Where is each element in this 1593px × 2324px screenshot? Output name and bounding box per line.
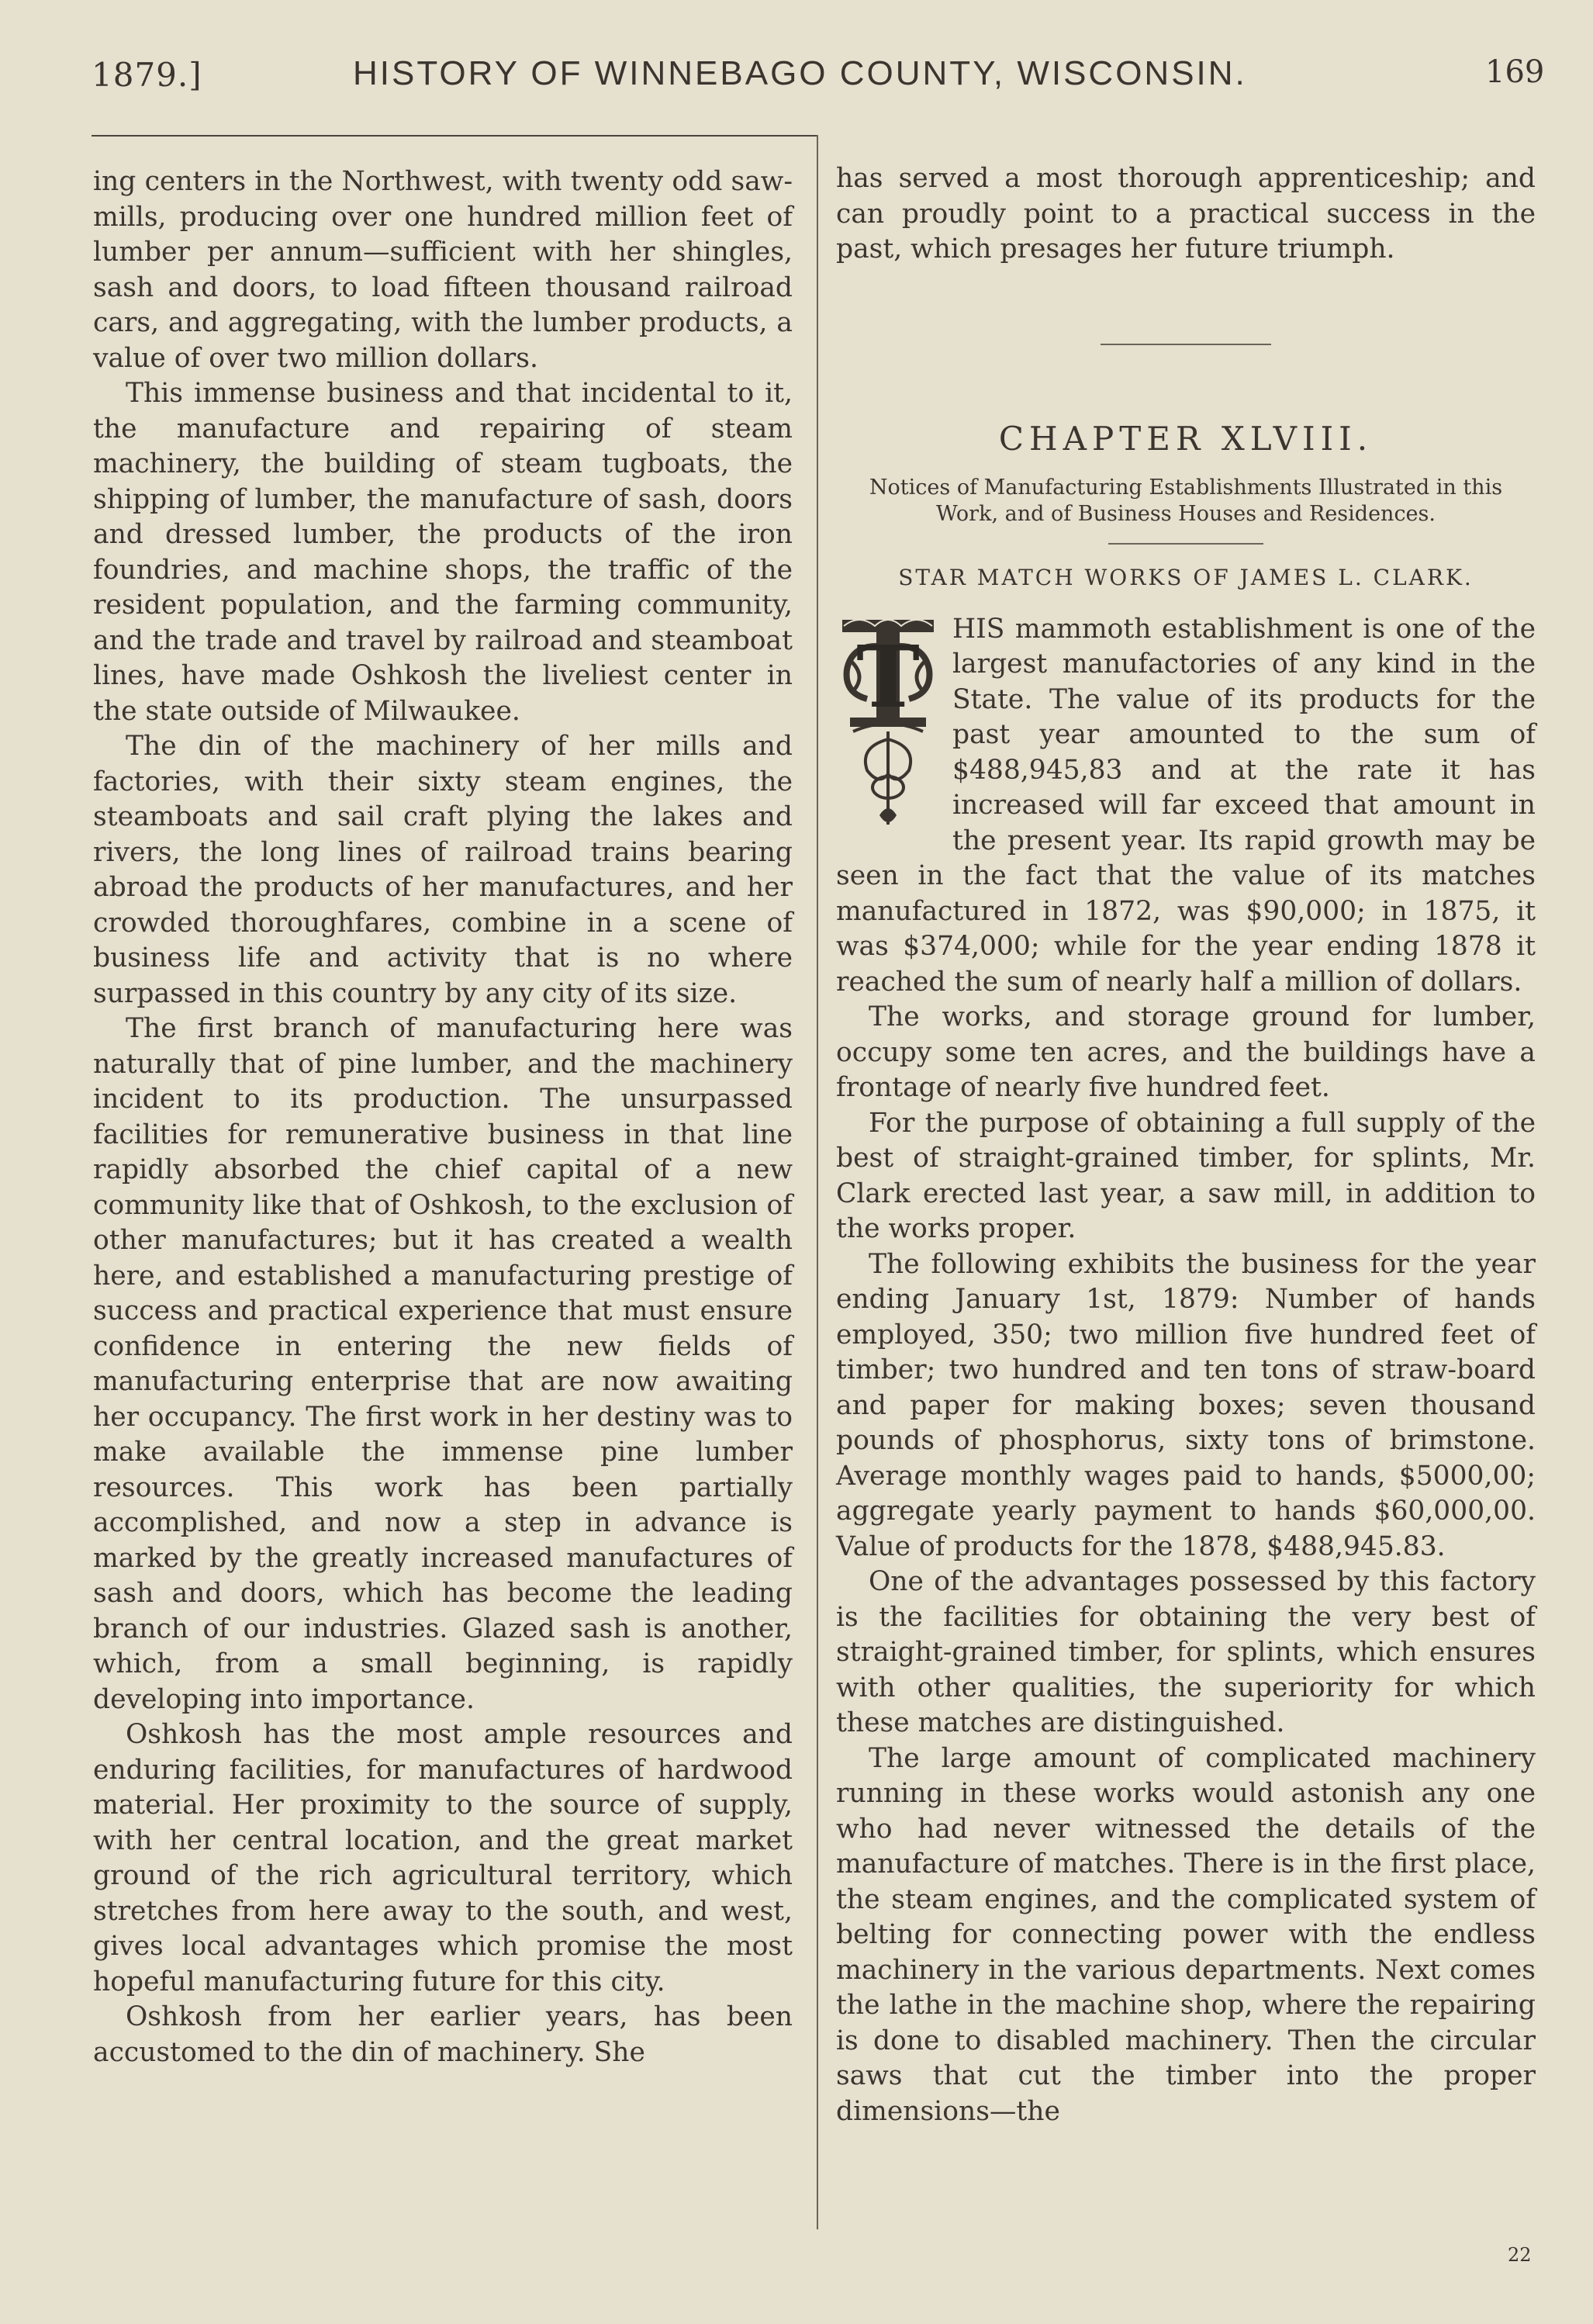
header-title: HISTORY OF WINNEBAGO COUNTY, WISCONSIN. — [353, 54, 1247, 92]
page-number: 169 — [1485, 54, 1545, 90]
left-column — [93, 164, 793, 2070]
header-rule — [92, 135, 817, 137]
right-paragraph-5: The large amount of complicated machinery running in these works would astonish any one who had never witnessed the details of the manufacture of matches. There is in the first place, the steam engines, and the complicated system of belting for connecting power with the endless machinery in the various departments. Next comes the lathe in the machine shop, where the repairing is done to disabled machinery. Then the circular saws that cut the timber into the proper dimensions—the — [836, 1742, 1536, 2127]
left-paragraph-4: The first branch of manufacturing here was naturally that of pine lumber, and the machinery incident to its production. The unsurpassed facilities for remunerative business in that line rapidly absorbed the chief capital of a new community like that of Oshkosh, to the exclusion of other manufactures; but it has created a wealth here, and established a manufacturing prestige of success and practical experience that must ensure confidence in entering the new fields of manufacturing enterprise that are now awaiting her occupancy. The first work in her destiny was to make available the immense pine lumber resources. This work has been partially accomplished, and now a step in advance is marked by the greatly increased manufactures of sash and doors, which has become the leading branch of our industries. Glazed sash is another, which, from a small beginning, is rapidly developing into importance. — [93, 1013, 793, 1715]
chapter-subtitle-line-2: Work, and of Business Houses and Residences. — [936, 501, 1436, 526]
subtitle-divider — [1108, 543, 1263, 545]
section-title: STAR MATCH WORKS OF JAMES L. CLARK. — [898, 564, 1474, 590]
right-paragraph-3: The following exhibits the business for the year ending January 1st, 1879: Number of hands employed, 350; two million five hundred feet of timber; two hundred and ten tons of straw-board and paper for making boxes; seven thousand pounds of phosphorus, sixty tons of brimstone. Average monthly wages paid to hands, $5000,00; aggregate yearly payment to hands $60,000,00. Value of products for the 1878, $488,945.83. — [836, 1248, 1536, 1562]
left-paragraph-6: Oshkosh from her earlier years, has been accustomed to the din of machinery. She — [93, 2001, 793, 2068]
left-paragraph-1: ing centers in the Northwest, with twenty odd saw-mills, producing over one hundred million feet of lumber per annum—sufficient with her shingles, sash and doors, to load fifteen thousand railroad cars, and aggregating, with the lumber products, a value of over two million dollars. — [93, 166, 793, 374]
column-divider — [817, 135, 818, 2229]
right-paragraph-2: For the purpose of obtaining a full supply of the best of straight-grained timber, for splints, Mr. Clark erected last year, a saw mill, in addition to the works proper. — [836, 1107, 1536, 1244]
left-paragraph-3: The din of the machinery of her mills and factories, with their sixty steam engines, the steamboats and sail craft plying the lakes and rivers, the long lines of railroad trains bearing abroad the products of her manufactures, and her crowded thoroughfares, combine in a scene of business life and activity that is no where surpassed in this country by any city of its size. — [93, 731, 793, 1009]
header-year: 1879.] — [92, 56, 202, 94]
signature-mark: 22 — [1508, 2244, 1532, 2266]
ornamental-drop-cap — [836, 615, 940, 839]
right-paragraph-1: The works, and storage ground for lumber, occupy some ten acres, and the buildings have a frontage of nearly five hundred feet. — [836, 1001, 1536, 1103]
right-first-paragraph: HIS mammoth establishment is one of the largest manufactories of any kind in the State. The value of its products for the past year amounted to the sum of $488,945,83 and at the rate it has increased will far exceed that amount in the present year. Its rapid growth may be seen in the fact that the value of its matches manufactured in 1872, was $90,000; in 1875, it was $374,000; while for the year ending 1878 it reached the sum of nearly half a million of dollars. — [836, 613, 1536, 998]
left-paragraph-2: This immense business and that incidental to it, the manufacture and repairing of steam machinery, the building of steam tugboats, the shipping of lumber, the manufacture of sash, doors and dressed lumber, the products of the iron foundries, and machine shops, the traffic of the resident population, and the farming community, and the trade and travel by railroad and steamboat lines, have made Oshkosh the liveliest center in the state outside of Milwaukee. — [93, 378, 793, 727]
left-paragraph-5: Oshkosh has the most ample resources and enduring facilities, for manufactures of hardwood material. Her proximity to the source of supply, with her central location, and the great market ground of the rich agricultural territory, which stretches from here away to the south, and west, gives local advantages which promise the most hopeful manufacturing future for this city. — [93, 1719, 793, 1997]
right-intro-paragraph: has served a most thorough apprenticeship; and can proudly point to a practical success in the past, which presages her future triumph. — [836, 163, 1536, 265]
running-header — [0, 48, 1593, 110]
drop-cap-ornament-icon — [836, 615, 940, 839]
chapter-heading: CHAPTER XLVIII. — [998, 419, 1374, 458]
chapter-subtitle — [836, 475, 1536, 527]
chapter-subtitle-line-1: Notices of Manufacturing Establishments Illustrated in this — [869, 475, 1503, 500]
section-divider — [1101, 344, 1271, 345]
drop-cap-letter: T — [856, 626, 920, 727]
right-column — [836, 161, 1536, 2129]
right-paragraph-4: One of the advantages possessed by this factory is the facilities for obtaining the very best of straight-grained timber, for splints, which ensures with other qualities, the superiority for which these matches are distinguished. — [836, 1566, 1536, 1738]
